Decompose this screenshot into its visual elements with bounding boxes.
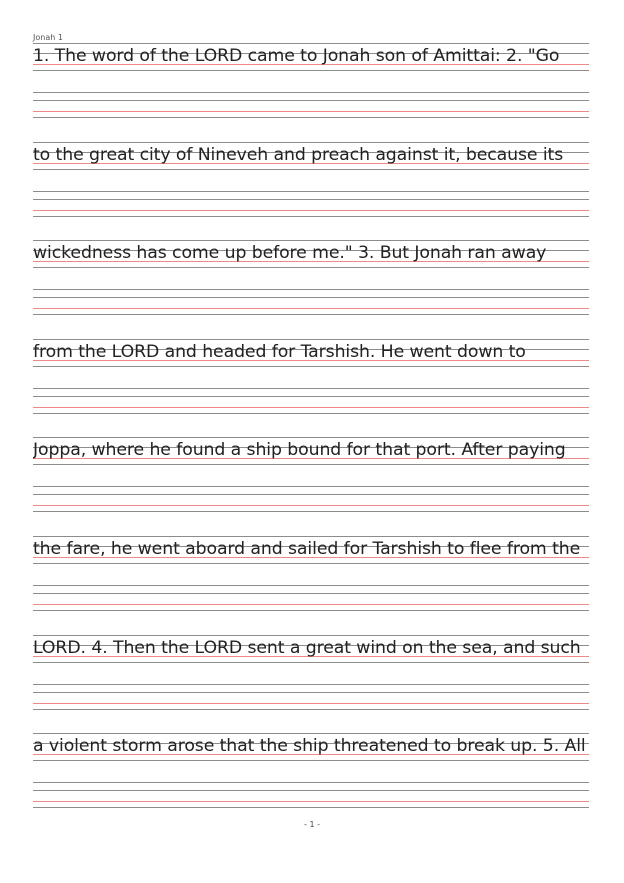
guide-line-gray	[33, 692, 589, 693]
guide-line-gray	[33, 339, 589, 340]
guide-line-gray	[33, 199, 589, 200]
guide-line-red	[33, 407, 589, 408]
guide-line-gray	[33, 593, 589, 594]
guide-line-gray	[33, 494, 589, 495]
writing-block	[33, 635, 589, 734]
verse-text-line: 1. The word of the LORD came to Jonah son of Amittai: 2. "Go	[33, 46, 560, 66]
guide-line-red	[33, 801, 589, 802]
guide-line-gray	[33, 437, 589, 438]
guide-line-gray	[33, 662, 589, 663]
verse-text-line: from the LORD and headed for Tarshish. He went down to	[33, 341, 526, 362]
guide-line-gray	[33, 142, 589, 143]
guide-line-gray	[33, 709, 589, 710]
verse-text-line: to the great city of Nineveh and preach against it, because its	[33, 144, 564, 165]
guide-line-gray	[33, 733, 589, 734]
guide-line-gray	[33, 117, 589, 118]
guide-line-gray	[33, 536, 589, 537]
guide-line-gray	[33, 314, 589, 315]
writing-block	[33, 536, 589, 635]
guide-line-red	[33, 604, 589, 605]
page-number: - 1 -	[304, 820, 320, 829]
writing-block	[33, 142, 589, 241]
writing-block	[33, 240, 589, 339]
page-header-title: Jonah 1	[33, 33, 63, 42]
guide-line-gray	[33, 464, 589, 465]
guide-line-red	[33, 703, 589, 704]
guide-line-gray	[33, 807, 589, 808]
guide-line-gray	[33, 760, 589, 761]
guide-line-gray	[33, 585, 589, 586]
guide-line-gray	[33, 366, 589, 367]
guide-line-gray	[33, 563, 589, 564]
guide-line-gray	[33, 43, 589, 44]
guide-line-gray	[33, 413, 589, 414]
guide-line-gray	[33, 635, 589, 636]
guide-line-gray	[33, 511, 589, 512]
guide-line-red	[33, 308, 589, 309]
guide-line-gray	[33, 297, 589, 298]
guide-line-gray	[33, 169, 589, 170]
guide-line-gray	[33, 216, 589, 217]
writing-block	[33, 437, 589, 536]
verse-text-line: LORD. 4. Then the LORD sent a great wind on the sea, and such	[33, 637, 581, 658]
guide-line-gray	[33, 289, 589, 290]
writing-block	[33, 339, 589, 438]
guide-line-gray	[33, 396, 589, 397]
guide-line-gray	[33, 610, 589, 611]
guide-line-gray	[33, 267, 589, 268]
guide-line-gray	[33, 790, 589, 791]
verse-text-line: the fare, he went aboard and sailed for Tarshish to flee from the	[33, 539, 581, 559]
guide-line-gray	[33, 684, 589, 685]
verse-text-line: a violent storm arose that the ship threatened to break up. 5. All	[33, 736, 586, 757]
guide-line-gray	[33, 240, 589, 241]
guide-line-gray	[33, 92, 589, 93]
guide-line-red	[33, 111, 589, 112]
verse-text-line: wickedness has come up before me." 3. But Jonah ran away	[33, 243, 547, 264]
guide-line-red	[33, 210, 589, 211]
guide-line-gray	[33, 191, 589, 192]
writing-block	[33, 733, 589, 832]
guide-line-gray	[33, 486, 589, 487]
guide-line-gray	[33, 782, 589, 783]
verse-text-line: Joppa, where he found a ship bound for that port. After paying	[33, 440, 566, 461]
guide-line-red	[33, 505, 589, 506]
guide-line-gray	[33, 70, 589, 71]
writing-block	[33, 43, 589, 142]
guide-line-gray	[33, 388, 589, 389]
guide-line-gray	[33, 100, 589, 101]
